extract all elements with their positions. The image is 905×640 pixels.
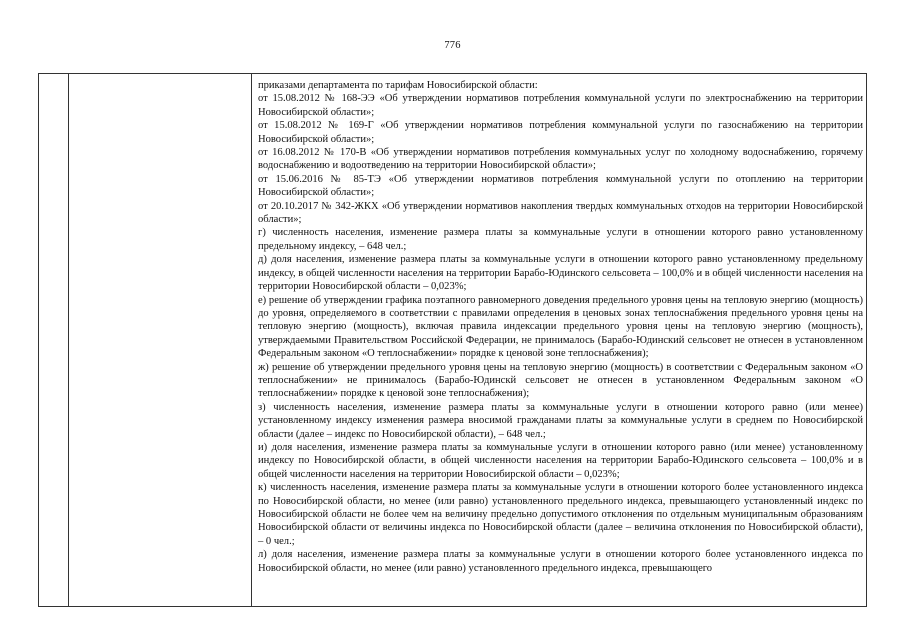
paragraph: от 20.10.2017 № 342-ЖКХ «Об утверждении нормативов накопления твердых коммунальных отходов на территории Новосибирской области»;: [258, 200, 863, 226]
paragraph: д) доля населения, изменение размера платы за коммунальные услуги в отношении которого равно установленному предельному индексу, в общей численности населения на территории Барабо-Юдинского сельсовета – 100,0% и в общей численности населения на территории Новосибирской области – 0,023%;: [258, 254, 863, 293]
paragraph: и) доля населения, изменение размера платы за коммунальные услуги в отношении которого равно (или менее) установленному индексу по Новосибирской области, в общей численности населения на территории Барабо-Юдинского сельсовета – 100,0% и в общей численности населения на территории Новосибирской области – 0,023%;: [258, 441, 863, 480]
column-divider-1: [68, 74, 69, 606]
paragraph: з) численность населения, изменение размера платы за коммунальные услуги в отношении которого равно (или менее) установленному индексу изменения размера вносимой гражданами платы за коммунальные услуги в среднем по Новосибирской области (далее – индекс по Новосибирской области), – 648 чел.;: [258, 401, 863, 440]
paragraph: от 15.08.2012 № 168-ЭЭ «Об утверждении нормативов потребления коммунальной услуги по электроснабжению на территории Новосибирской области»;: [258, 93, 863, 118]
paragraph: е) решение об утверждении графика поэтапного равномерного доведения предельного уровня цены на тепловую энергию (мощность) до уровня, определяемого в соответствии с правилами определения в ценовых зонах теплоснабжения предельного уровня цены на тепловую энергию (мощность), включая правила индексации предельного уровня цены на тепловую энергию (мощность), утверждаемыми Правительством Российской Федерации, не принималось (Барабо-Юдинский сельсовет не отнесен в установленном Федеральным законом «О теплоснабжении» порядке к ценовой зоне теплоснабжения);: [258, 294, 863, 360]
paragraph: л) доля населения, изменение размера платы за коммунальные услуги в отношении которого более установленного индекса по Новосибирской области, но менее (или равно) установленного предельного индекса, превышающего: [258, 549, 863, 574]
paragraph: приказами департамента по тарифам Новосибирской области:: [258, 80, 538, 91]
column-divider-2: [251, 74, 252, 606]
paragraph: ж) решение об утверждении предельного уровня цены на тепловую энергию (мощность) в соответствии с Федеральным законом «О теплоснабжении» не принималось (Барабо-Юдинскй сельсовет не отнесен в установленном Федеральным законом «О теплоснабжении» порядке к ценовой зоне теплоснабжения);: [258, 361, 863, 400]
table-bottom-border: [38, 606, 867, 607]
paragraph: г) численность населения, изменение размера платы за коммунальные услуги в отношении которого равно установленному предельному индексу, – 648 чел.;: [258, 227, 863, 252]
paragraph: от 16.08.2012 № 170-В «Об утверждении нормативов потребления коммунальных услуг по холодному водоснабжению, горячему водоснабжению и водоотведению на территории Новосибирской области»;: [258, 147, 863, 172]
paragraph: от 15.06.2016 № 85-ТЭ «Об утверждении нормативов потребления коммунальной услуги по отоплению на территории Новосибирской области»;: [258, 173, 863, 199]
document-table: [38, 73, 867, 606]
paragraph: от 15.08.2012 № 169-Г «Об утверждении нормативов потребления коммунальной услуги по газоснабжению на территории Новосибирской области»;: [258, 120, 863, 145]
paragraph: к) численность населения, изменение размера платы за коммунальные услуги в отношении которого более установленного индекса по Новосибирской области, но менее (или равно) установленного предельного индекса, превышающего установленный индекс по Новосибирской области не более чем на величину предельно допустимого отклонения по отдельным муниципальным образованиям Новосибирской области от величины индекса по Новосибирской области (далее – величина отклонения по Новосибирской области), – 0 чел.;: [258, 482, 863, 547]
table-cell-content: [258, 79, 863, 575]
page-number: 776: [444, 40, 461, 51]
